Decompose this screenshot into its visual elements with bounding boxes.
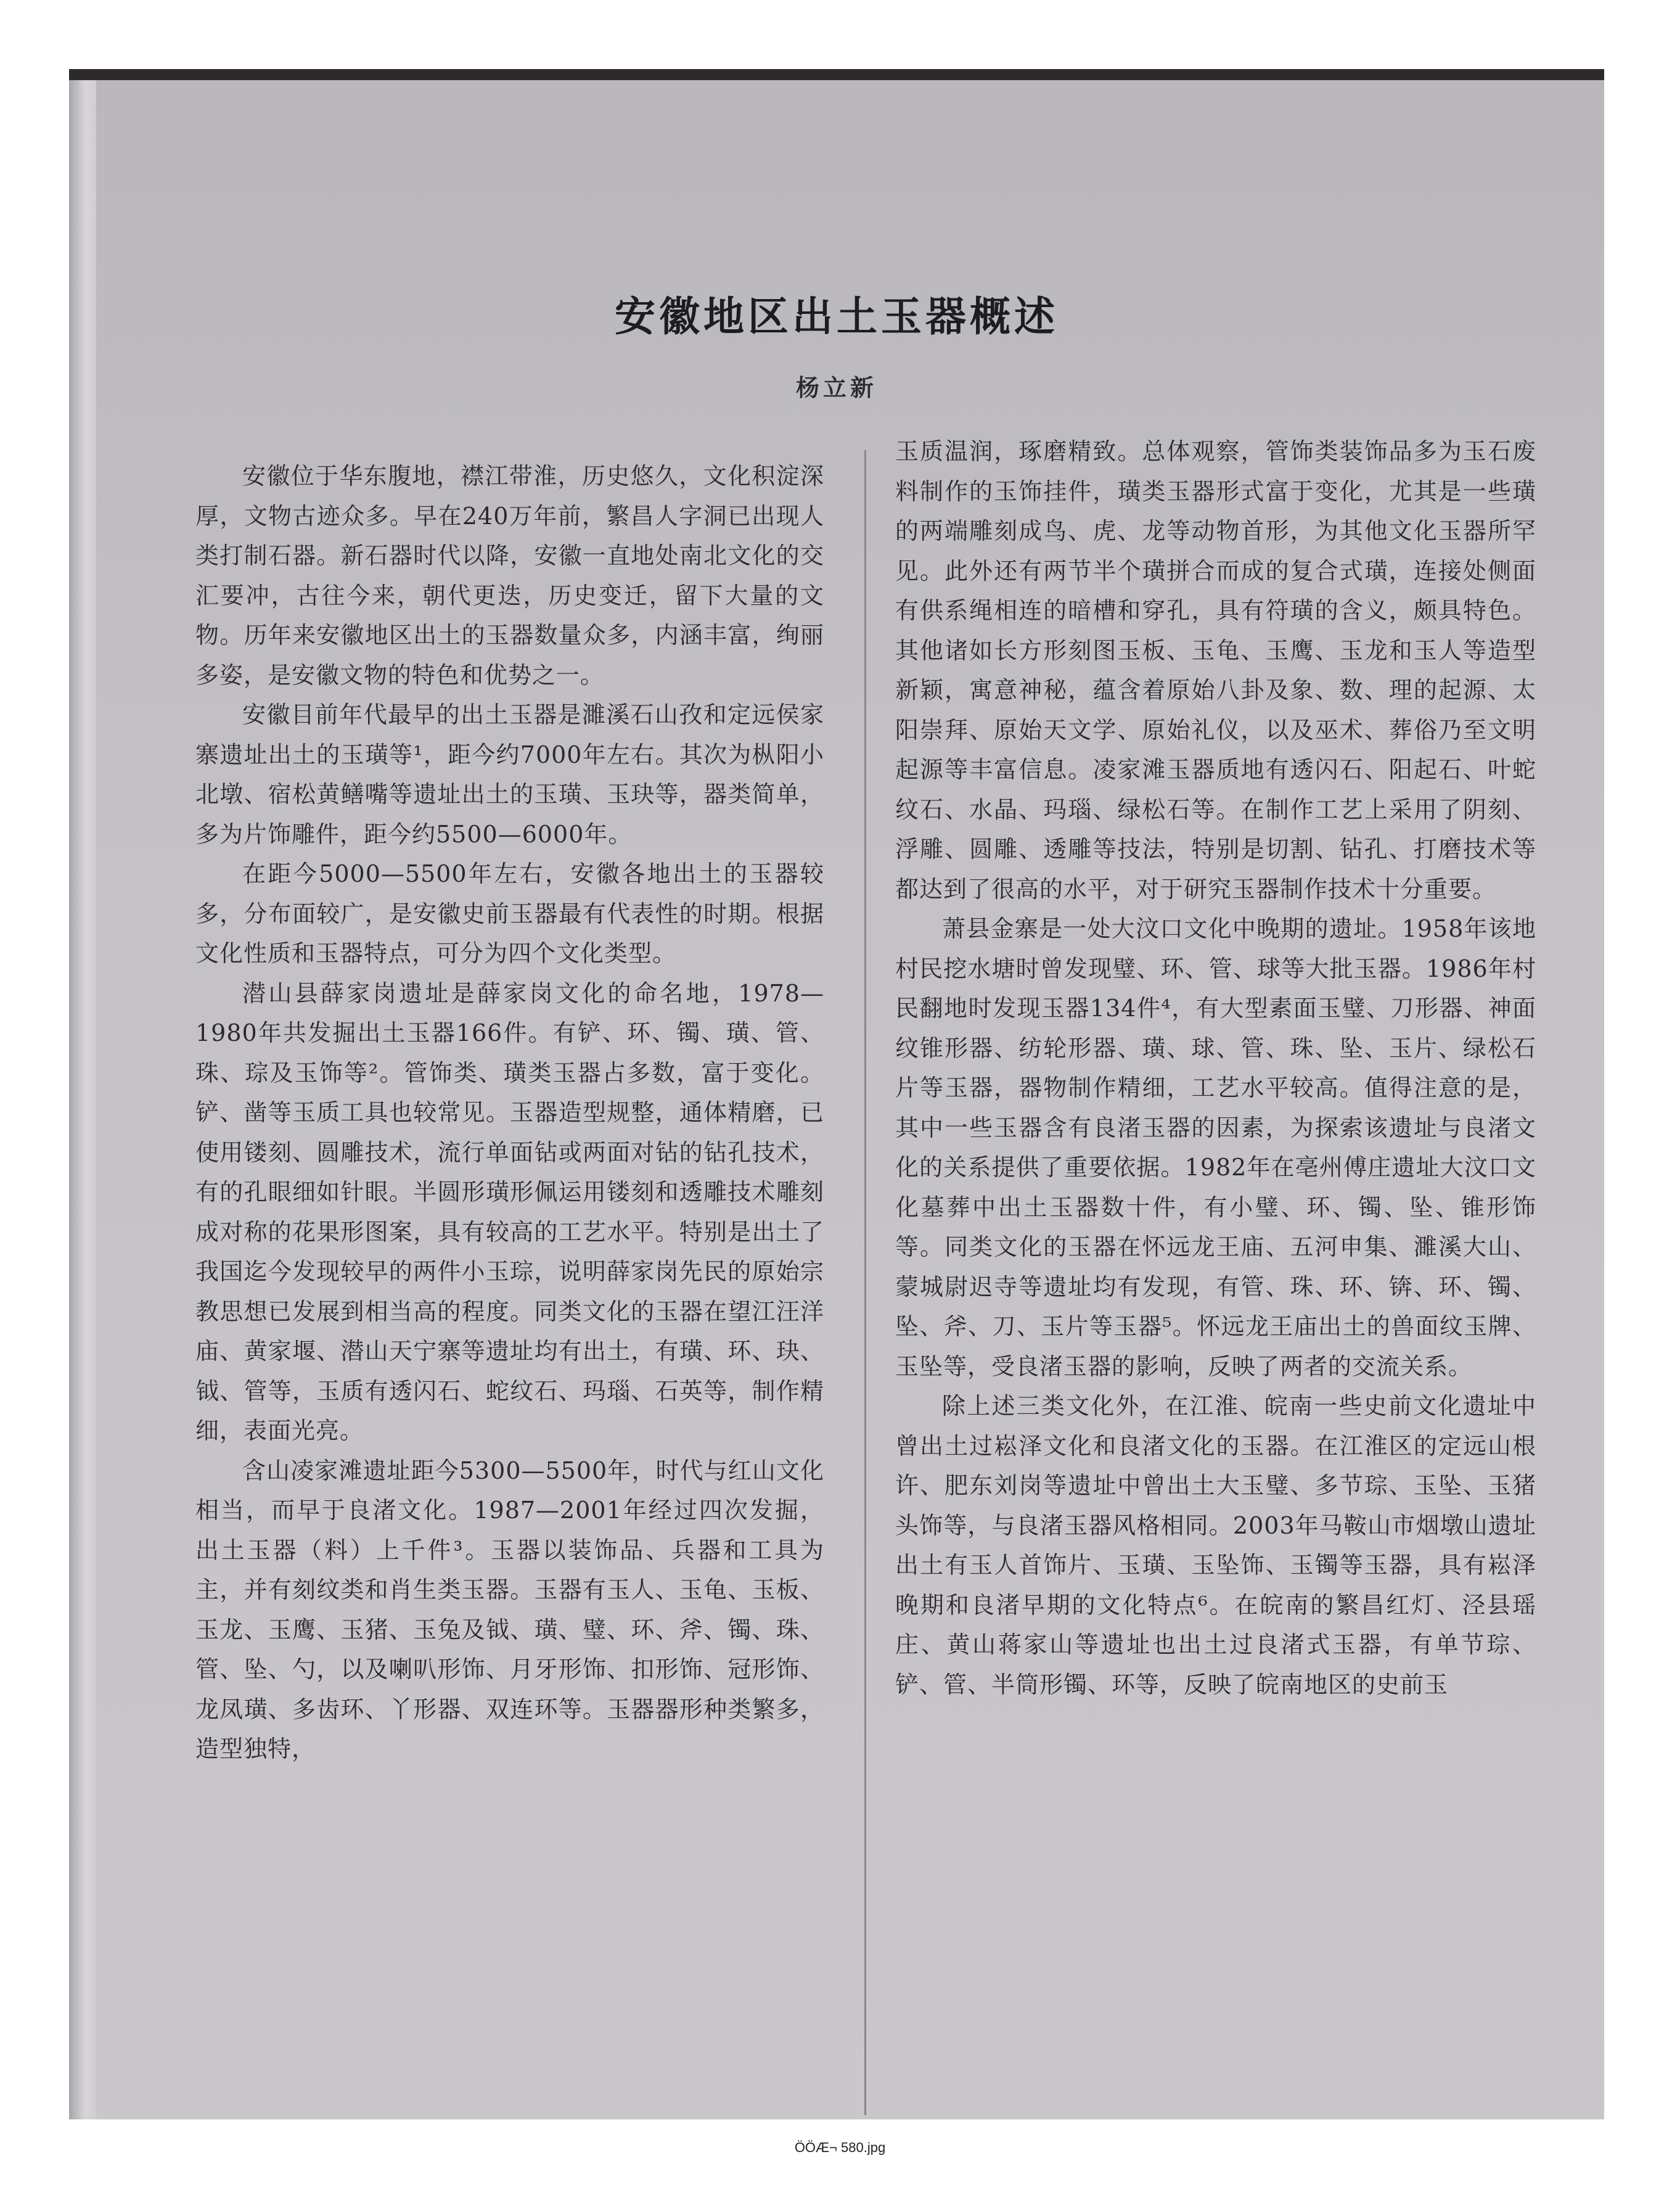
paragraph: 在距今5000—5500年左右，安徽各地出土的玉器较多，分布面较广，是安徽史前玉器最有代表性的时期。根据文化性质和玉器特点，可分为四个文化类型。	[195, 860, 824, 967]
right-column	[895, 432, 1536, 1704]
paragraph: 含山凌家滩遗址距今5300—5500年，时代与红山文化相当，而早于良渚文化。1987—2001年经过四次发掘，出土玉器（料）上千件³。玉器以装饰品、兵器和工具为主，并有刻纹类和肖生类玉器。玉器有玉人、玉龟、玉板、玉龙、玉鹰、玉猪、玉兔及钺、璜、璧、环、斧、镯、珠、管、坠、勺，以及喇叭形饰、月牙形饰、扣形饰、冠形饰、龙凤璜、多齿环、丫形器、双连环等。玉器器形种类繁多，造型独特，	[195, 1457, 824, 1762]
page-photo	[69, 69, 1604, 2119]
article-title: 安徽地区出土玉器概述	[615, 292, 1059, 340]
file-caption: ÖÖÆ¬ 580.jpg	[794, 2140, 886, 2155]
paragraph: 安徽位于华东腹地，襟江带淮，历史悠久，文化积淀深厚，文物古迹众多。早在240万年前，繁昌人字洞已出现人类打制石器。新石器时代以降，安徽一直地处南北文化的交汇要冲，古往今来，朝代更迭，历史变迁，留下大量的文物。历年来安徽地区出土的玉器数量众多，内涵丰富，绚丽多姿，是安徽文物的特色和优势之一。	[195, 462, 824, 689]
paragraph: 潜山县薛家岗遗址是薛家岗文化的命名地，1978—1980年共发掘出土玉器166件。有铲、环、镯、璜、管、珠、琮及玉饰等²。管饰类、璜类玉器占多数，富于变化。铲、凿等玉质工具也较常见。玉器造型规整，通体精磨，已使用镂刻、圆雕技术，流行单面钻或两面对钻的钻孔技术，有的孔眼细如针眼。半圆形璜形佩运用镂刻和透雕技术雕刻成对称的花果形图案，具有较高的工艺水平。特别是出土了我国迄今发现较早的两件小玉琮，说明薛家岗先民的原始宗教思想已发展到相当高的程度。同类文化的玉器在望江汪洋庙、黄家堰、潜山天宁寨等遗址均有出土，有璜、环、玦、钺、管等，玉质有透闪石、蛇纹石、玛瑙、石英等，制作精细，表面光亮。	[195, 979, 824, 1444]
left-column	[195, 456, 824, 1769]
paragraph: 萧县金寨是一处大汶口文化中晚期的遗址。1958年该地村民挖水塘时曾发现璧、环、管、球等大批玉器。1986年村民翻地时发现玉器134件⁴，有大型素面玉璧、刀形器、神面纹锥形器、纺轮形器、璜、球、管、珠、坠、玉片、绿松石片等玉器，器物制作精细，工艺水平较高。值得注意的是，其中一些玉器含有良渚玉器的因素，为探索该遗址与良渚文化的关系提供了重要依据。1982年在亳州傅庄遗址大汶口文化墓葬中出土玉器数十件，有小璧、环、镯、坠、锥形饰等。同类文化的玉器在怀远龙王庙、五河申集、濉溪大山、蒙城尉迟寺等遗址均有发现，有管、珠、环、锛、环、镯、坠、斧、刀、玉片等玉器⁵。怀远龙王庙出土的兽面纹玉牌、玉坠等，受良渚玉器的影响，反映了两者的交流关系。	[895, 915, 1536, 1380]
article-author: 杨立新	[795, 374, 877, 401]
column-divider	[864, 450, 866, 2115]
paragraph: 除上述三类文化外，在江淮、皖南一些史前文化遗址中曾出土过崧泽文化和良渚文化的玉器。在江淮区的定远山根许、肥东刘岗等遗址中曾出土大玉璧、多节琮、玉坠、玉猪头饰等，与良渚玉器风格相同。2003年马鞍山市烟墩山遗址出土有玉人首饰片、玉璜、玉坠饰、玉镯等玉器，具有崧泽晚期和良渚早期的文化特点⁶。在皖南的繁昌红灯、泾县瑶庄、黄山蒋家山等遗址也出土过良渚式玉器，有单节琮、铲、管、半筒形镯、环等，反映了皖南地区的史前玉	[895, 1392, 1536, 1698]
paragraph: 玉质温润，琢磨精致。总体观察，管饰类装饰品多为玉石废料制作的玉饰挂件，璜类玉器形式富于变化，尤其是一些璜的两端雕刻成鸟、虎、龙等动物首形，为其他文化玉器所罕见。此外还有两节半个璜拼合而成的复合式璜，连接处侧面有供系绳相连的暗槽和穿孔，具有符璜的含义，颇具特色。其他诸如长方形刻图玉板、玉龟、玉鹰、玉龙和玉人等造型新颖，寓意神秘，蕴含着原始八卦及象、数、理的起源、太阳崇拜、原始天文学、原始礼仪，以及巫术、葬俗乃至文明起源等丰富信息。凌家滩玉器质地有透闪石、阳起石、叶蛇纹石、水晶、玛瑙、绿松石等。在制作工艺上采用了阴刻、浮雕、圆雕、透雕等技法，特别是切割、钻孔、打磨技术等都达到了很高的水平，对于研究玉器制作技术十分重要。	[895, 438, 1536, 903]
paragraph: 安徽目前年代最早的出土玉器是濉溪石山孜和定远侯家寨遗址出土的玉璜等¹，距今约7000年左右。其次为枞阳小北墩、宿松黄鳝嘴等遗址出土的玉璜、玉玦等，器类简单，多为片饰雕件，距今约5500—6000年。	[195, 701, 824, 848]
